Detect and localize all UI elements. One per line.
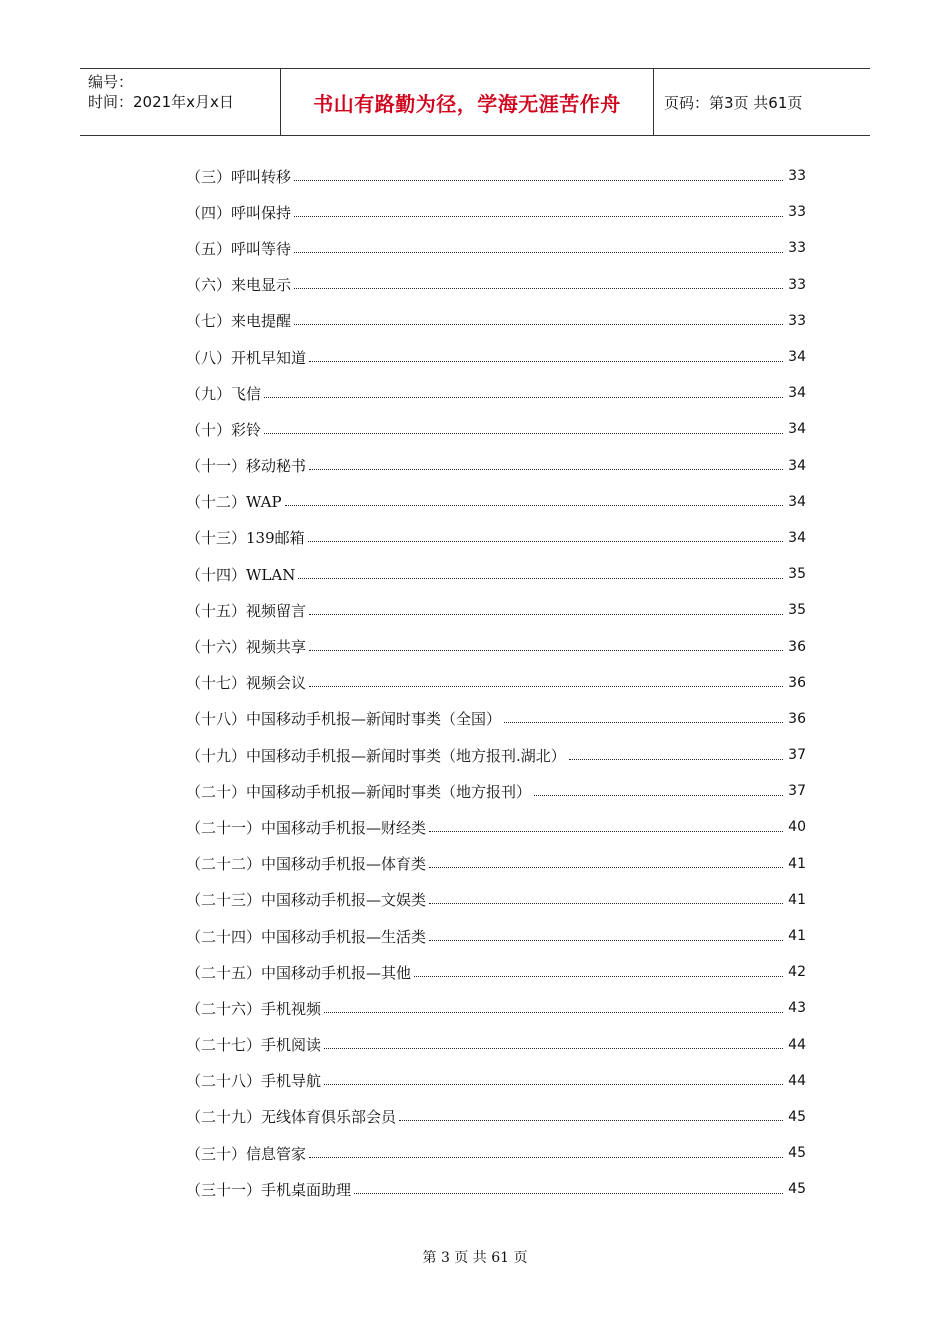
toc-entry[interactable]: [186, 158, 806, 194]
toc-entry-page: 37: [788, 783, 806, 800]
toc-entry[interactable]: [186, 1063, 806, 1099]
toc-dot-leader: [294, 216, 783, 217]
header-motto: 书山有路勤为径，学海无涯苦作舟: [281, 69, 654, 135]
toc-dot-leader: [294, 288, 783, 289]
toc-entry[interactable]: [186, 230, 806, 266]
toc-entry-title: （二十八）手机导航: [186, 1072, 322, 1091]
toc-entry[interactable]: [186, 882, 806, 918]
toc-entry-title: （二十）中国移动手机报—新闻时事类（地方报刊）: [186, 782, 532, 801]
toc-entry-page: 34: [788, 457, 806, 474]
toc-dot-leader: [294, 180, 783, 181]
toc-entry[interactable]: [186, 1099, 806, 1135]
toc-entry-page: 40: [788, 819, 806, 836]
toc-dot-leader: [534, 795, 783, 796]
toc-entry[interactable]: [186, 701, 806, 737]
toc-entry-page: 41: [788, 891, 806, 908]
toc-entry[interactable]: [186, 1027, 806, 1063]
toc-entry-page: 41: [788, 928, 806, 945]
toc-dot-leader: [309, 1157, 783, 1158]
toc-entry-page: 45: [788, 1145, 806, 1162]
toc-entry-page: 33: [788, 276, 806, 293]
toc-dot-leader: [429, 831, 783, 832]
toc-entry-page: 41: [788, 855, 806, 872]
toc-entry[interactable]: [186, 339, 806, 375]
toc-dot-leader: [399, 1120, 783, 1121]
toc-entry-page: 34: [788, 421, 806, 438]
toc-dot-leader: [569, 759, 783, 760]
toc-entry-title: （三十）信息管家: [186, 1144, 307, 1163]
toc-entry-title: （二十三）中国移动手机报—文娱类: [186, 891, 427, 910]
toc-entry-title: （九）飞信: [186, 384, 262, 403]
toc-entry-page: 36: [788, 710, 806, 727]
toc-entry-title: （二十七）手机阅读: [186, 1036, 322, 1055]
toc-entry[interactable]: [186, 773, 806, 809]
toc-dot-leader: [309, 361, 783, 362]
toc-entry[interactable]: [186, 665, 806, 701]
toc-dot-leader: [324, 1048, 783, 1049]
toc-entry-title: （十八）中国移动手机报—新闻时事类（全国）: [186, 710, 502, 729]
toc-entry-title: （十六）视频共享: [186, 638, 307, 657]
toc-dot-leader: [324, 1084, 783, 1085]
toc-dot-leader: [309, 686, 783, 687]
header-page-info: 页码：第3页 共61页: [664, 93, 803, 112]
toc-dot-leader: [294, 324, 783, 325]
toc-dot-leader: [309, 614, 783, 615]
toc-dot-leader: [264, 433, 783, 434]
toc-dot-leader: [324, 1012, 783, 1013]
toc-entry-page: 33: [788, 204, 806, 221]
toc-entry-title: （二十四）中国移动手机报—生活类: [186, 927, 427, 946]
toc-entry-title: （十九）中国移动手机报—新闻时事类（地方报刊.湖北）: [186, 746, 566, 765]
toc-dot-leader: [294, 252, 783, 253]
toc-entry[interactable]: [186, 303, 806, 339]
table-of-contents: [186, 158, 806, 1207]
toc-entry-title: （十）彩铃: [186, 420, 262, 439]
page-header: [80, 68, 870, 136]
toc-entry[interactable]: [186, 520, 806, 556]
toc-entry[interactable]: [186, 737, 806, 773]
toc-entry[interactable]: [186, 375, 806, 411]
toc-entry-page: 35: [788, 566, 806, 583]
toc-entry-title: （六）来电显示: [186, 276, 292, 295]
toc-dot-leader: [429, 940, 783, 941]
toc-entry-page: 37: [788, 747, 806, 764]
toc-entry[interactable]: [186, 846, 806, 882]
page-footer: 第 3 页 共 61 页: [422, 1250, 528, 1266]
toc-entry-page: 44: [788, 1072, 806, 1089]
toc-entry[interactable]: [186, 448, 806, 484]
toc-entry[interactable]: [186, 1135, 806, 1171]
toc-entry-title: （五）呼叫等待: [186, 239, 292, 258]
toc-entry-page: 33: [788, 168, 806, 185]
toc-entry-page: 33: [788, 312, 806, 329]
toc-dot-leader: [429, 903, 783, 904]
toc-entry-page: 45: [788, 1181, 806, 1198]
toc-entry-page: 35: [788, 602, 806, 619]
toc-entry-page: 34: [788, 529, 806, 546]
toc-dot-leader: [309, 469, 783, 470]
toc-entry[interactable]: [186, 194, 806, 230]
toc-entry-page: 34: [788, 385, 806, 402]
toc-dot-leader: [504, 722, 783, 723]
toc-entry[interactable]: [186, 918, 806, 954]
toc-entry-title: （二十二）中国移动手机报—体育类: [186, 855, 427, 874]
toc-entry[interactable]: [186, 990, 806, 1026]
toc-entry-title: （十五）视频留言: [186, 601, 307, 620]
toc-entry[interactable]: [186, 411, 806, 447]
toc-entry[interactable]: [186, 267, 806, 303]
number-label: 编号：: [88, 73, 134, 91]
toc-entry[interactable]: [186, 954, 806, 990]
toc-entry-title: （二十六）手机视频: [186, 999, 322, 1018]
toc-entry-title: （三十一）手机桌面助理: [186, 1180, 352, 1199]
toc-dot-leader: [414, 976, 783, 977]
toc-entry-page: 42: [788, 964, 806, 981]
toc-entry-page: 36: [788, 638, 806, 655]
toc-entry-title: （二十一）中国移动手机报—财经类: [186, 818, 427, 837]
toc-entry[interactable]: [186, 556, 806, 592]
toc-entry[interactable]: [186, 628, 806, 664]
toc-entry-page: 34: [788, 349, 806, 366]
toc-entry-title: （四）呼叫保持: [186, 203, 292, 222]
toc-dot-leader: [298, 578, 783, 579]
toc-dot-leader: [264, 397, 783, 398]
toc-entry-title: （二十五）中国移动手机报—其他: [186, 963, 412, 982]
toc-entry-page: 33: [788, 240, 806, 257]
toc-entry-page: 43: [788, 1000, 806, 1017]
toc-entry-title: （八）开机早知道: [186, 348, 307, 367]
toc-entry-page: 36: [788, 674, 806, 691]
toc-entry[interactable]: [186, 1171, 806, 1207]
toc-entry[interactable]: [186, 484, 806, 520]
toc-entry-page: 45: [788, 1108, 806, 1125]
toc-dot-leader: [429, 867, 783, 868]
toc-dot-leader: [285, 505, 783, 506]
toc-entry[interactable]: [186, 809, 806, 845]
toc-entry-title: （十七）视频会议: [186, 674, 307, 693]
toc-entry-title: （七）来电提醒: [186, 312, 292, 331]
time-label: 时间：2021年x月x日: [88, 93, 234, 111]
toc-entry-title: （十四）WLAN: [186, 565, 296, 584]
toc-dot-leader: [309, 650, 783, 651]
toc-entry-page: 44: [788, 1036, 806, 1053]
toc-entry[interactable]: [186, 592, 806, 628]
header-meta: [80, 69, 281, 135]
toc-entry-title: （十三）139邮箱: [186, 529, 305, 548]
toc-entry-title: （十一）移动秘书: [186, 457, 307, 476]
toc-entry-title: （二十九）无线体育俱乐部会员: [186, 1108, 397, 1127]
toc-entry-page: 34: [788, 493, 806, 510]
toc-dot-leader: [308, 541, 783, 542]
toc-entry-title: （三）呼叫转移: [186, 167, 292, 186]
toc-entry-title: （十二）WAP: [186, 493, 282, 512]
toc-dot-leader: [354, 1193, 783, 1194]
